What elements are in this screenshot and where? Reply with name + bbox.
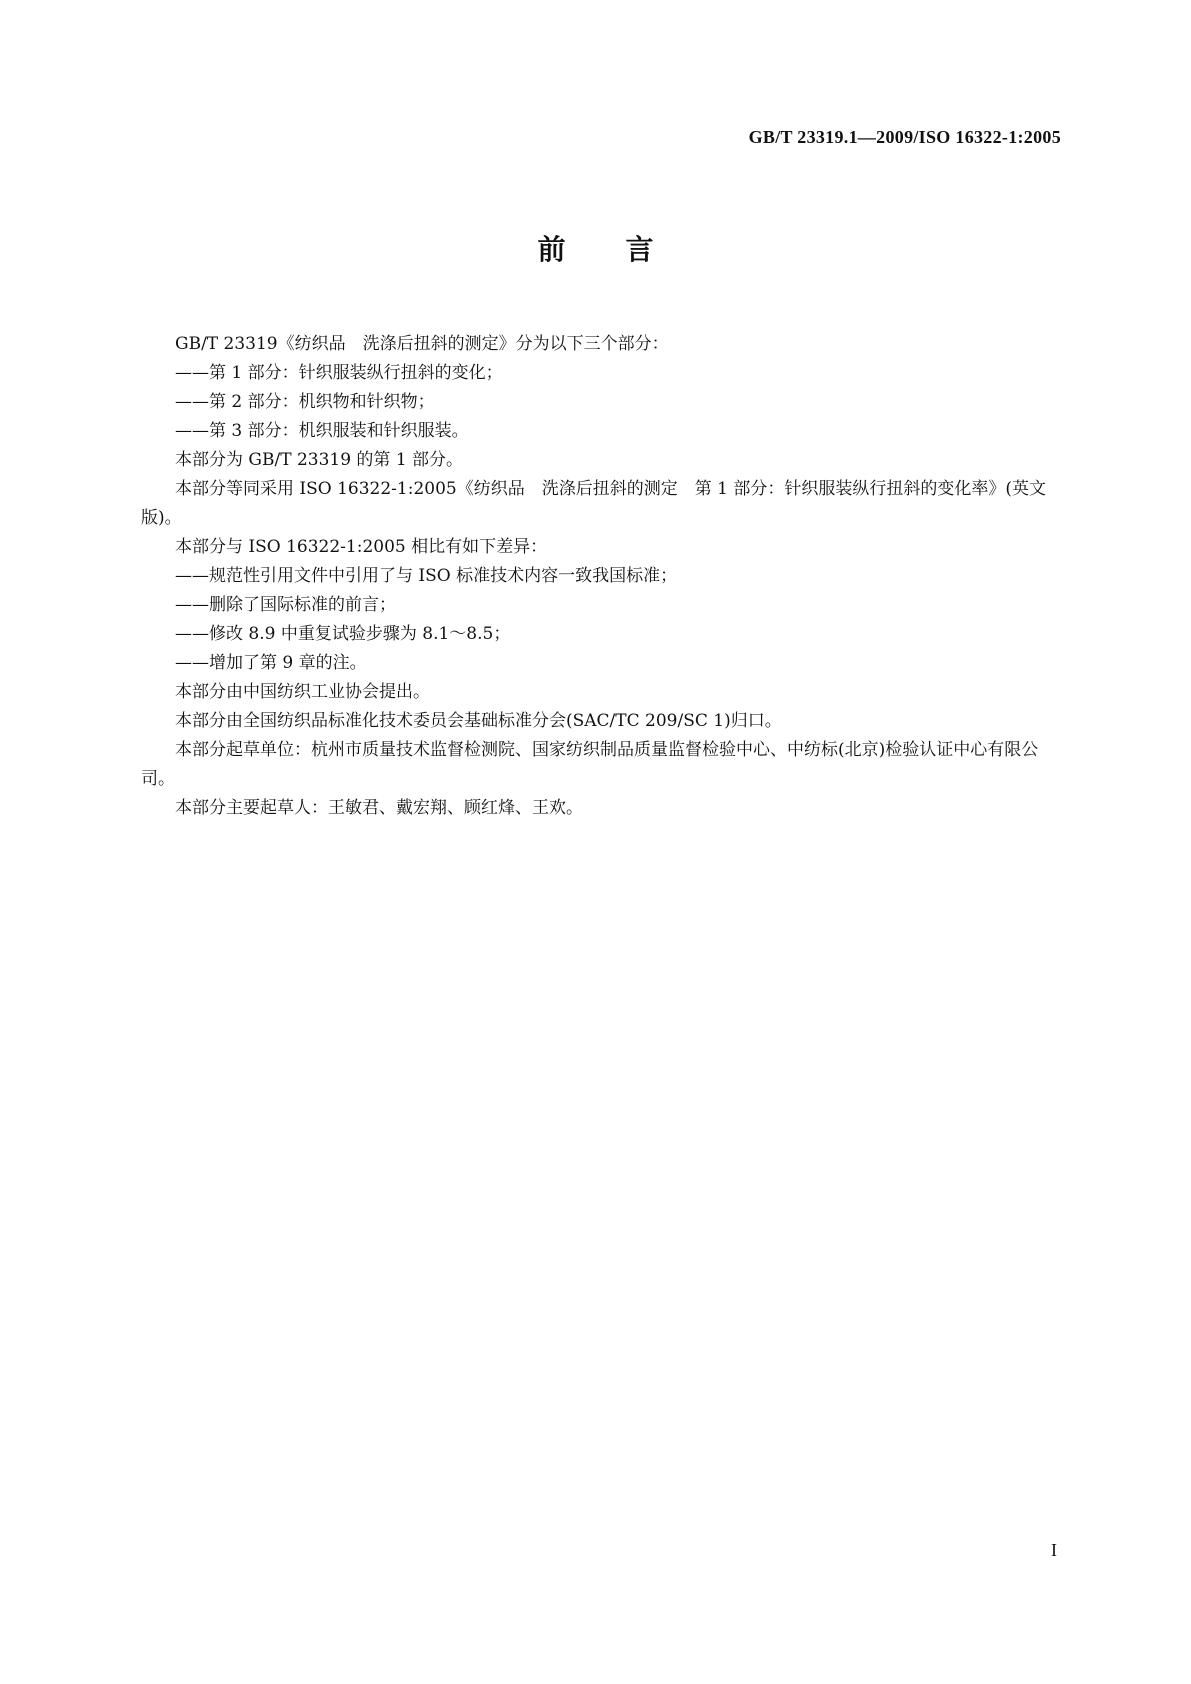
list-item: ——删除了国际标准的前言；	[175, 595, 396, 615]
list-item: ——规范性引用文件中引用了与 ISO 标准技术内容一致我国标准；	[175, 566, 678, 586]
list-item: ——第 1 部分：针织服装纵行扭斜的变化；	[175, 363, 503, 383]
list-item: ——第 2 部分：机织物和针织物；	[175, 392, 435, 412]
paragraph: 本部分起草单位：杭州市质量技术监督检测院、国家纺织制品质量监督检验中心、中纺标(北京)检验认证中心有限公司。	[141, 740, 1039, 789]
paragraph: 本部分由全国纺织品标准化技术委员会基础标准分会(SAC/TC 209/SC 1)归口。	[175, 711, 782, 731]
paragraph: 本部分为 GB/T 23319 的第 1 部分。	[175, 450, 464, 470]
page-number: I	[1051, 1540, 1057, 1560]
list-item: ——增加了第 9 章的注。	[175, 653, 367, 673]
paragraph: GB/T 23319《纺织品 洗涤后扭斜的测定》分为以下三个部分：	[175, 334, 669, 354]
paragraph: 本部分主要起草人：王敏君、戴宏翔、顾红烽、王欢。	[175, 798, 583, 818]
paragraph: 本部分等同采用 ISO 16322-1:2005《纺织品 洗涤后扭斜的测定 第 1 部分：针织服装纵行扭斜的变化率》(英文版)。	[141, 479, 1046, 528]
page-title: 前言	[537, 233, 714, 266]
list-item: ——第 3 部分：机织服装和针织服装。	[175, 421, 469, 441]
paragraph: 本部分由中国纺织工业协会提出。	[175, 682, 430, 702]
paragraph: 本部分与 ISO 16322-1:2005 相比有如下差异：	[175, 537, 548, 557]
standard-code-header: GB/T 23319.1—2009/ISO 16322-1:2005	[748, 127, 1061, 147]
list-item: ——修改 8.9 中重复试验步骤为 8.1～8.5；	[175, 624, 511, 644]
foreword-body	[141, 330, 1051, 823]
